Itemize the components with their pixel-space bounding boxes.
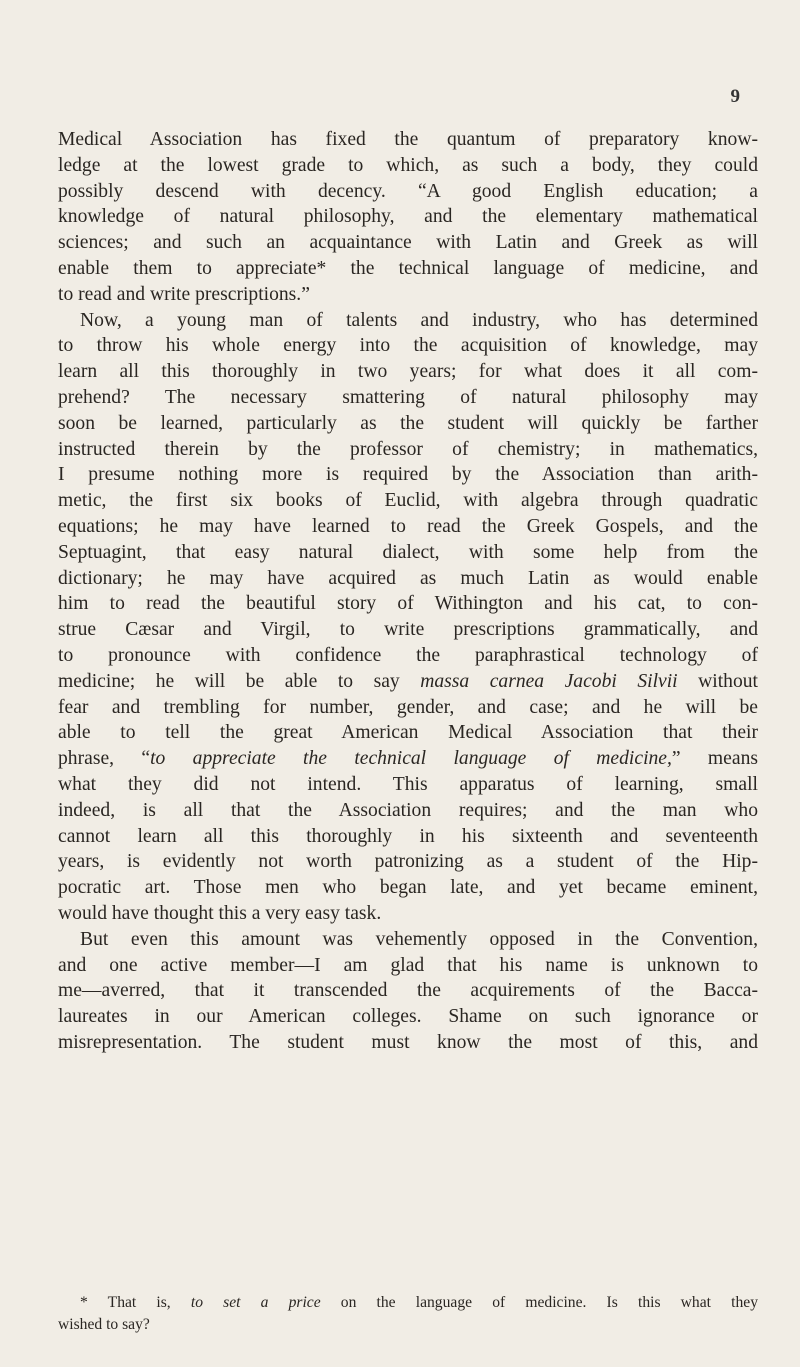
- text-line: sciences; and such an acquaintance with Latin and Greek as will: [58, 232, 758, 254]
- text-line: I presume nothing more is required by the Association than arith-: [58, 464, 758, 486]
- text-line: able to tell the great American Medical Association that their: [58, 722, 758, 744]
- text-line: to read and write prescriptions.”: [58, 283, 310, 305]
- text-line: laureates in our American colleges. Shame on such ignorance or: [58, 1006, 758, 1028]
- text-line: knowledge of natural philosophy, and the elementary mathematical: [58, 206, 758, 228]
- text-run: without: [677, 670, 758, 692]
- text-line: metic, the first six books of Euclid, with algebra through quadratic: [58, 490, 758, 512]
- text-run: phrase, “: [58, 748, 151, 770]
- text-line: [58, 669, 758, 695]
- text-run: medicine; he will be able to say: [58, 670, 421, 692]
- text-line: him to read the beautiful story of Withington and his cat, to con-: [58, 593, 758, 615]
- text-line: Septuagint, that easy natural dialect, with some help from the: [58, 541, 758, 563]
- text-line: dictionary; he may have acquired as much Latin as would enable: [58, 567, 758, 589]
- footnote-line: wished to say?: [58, 1316, 150, 1333]
- quoted-phrase: to appreciate the technical language of medicine,: [150, 748, 672, 770]
- footnote-italic: to set a price: [190, 1294, 321, 1311]
- text-line: soon be learned, particularly as the student will quickly be farther: [58, 412, 758, 434]
- text-line: instructed therein by the professor of chemistry; in mathematics,: [58, 438, 758, 460]
- page-number: 9: [730, 86, 740, 107]
- footnote-line: [58, 1292, 758, 1314]
- text-line: would have thought this a very easy task.: [58, 902, 382, 924]
- text-run: ” means: [671, 748, 758, 770]
- text-line: Medical Association has fixed the quantum of preparatory know-: [58, 129, 758, 150]
- text-line: misrepresentation. The student must know the most of this, and: [58, 1031, 758, 1053]
- latin-phrase: massa carnea Jacobi Silvii: [420, 670, 678, 692]
- text-line: cannot learn all this thoroughly in his sixteenth and seventeenth: [58, 825, 758, 847]
- text-line: prehend? The necessary smattering of natural philosophy may: [58, 386, 758, 408]
- text-line: ledge at the lowest grade to which, as such a body, they could: [58, 154, 758, 176]
- text-line: years, is evidently not worth patronizing as a student of the Hip-: [58, 851, 758, 873]
- text-line: me—averred, that it transcended the acquirements of the Bacca-: [58, 980, 758, 1002]
- text-line: pocratic art. Those men who began late, and yet became eminent,: [58, 877, 758, 899]
- text-line: to pronounce with confidence the paraphrastical technology of: [58, 644, 758, 666]
- text-line: to throw his whole energy into the acquisition of knowledge, may: [58, 335, 758, 357]
- text-line: fear and trembling for number, gender, and case; and he will be: [58, 696, 758, 718]
- text-line: what they did not intend. This apparatus of learning, small: [58, 773, 758, 795]
- text-line: indeed, is all that the Association requires; and the man who: [58, 799, 758, 821]
- text-run: * That is,: [80, 1294, 191, 1311]
- text-run: on the language of medicine. Is this what they: [320, 1294, 758, 1311]
- footnote: [58, 1292, 758, 1336]
- text-line: enable them to appreciate* the technical language of medicine, and: [58, 257, 758, 279]
- text-line: learn all this thoroughly in two years; for what does it all com-: [58, 361, 758, 383]
- text-line: strue Cæsar and Virgil, to write prescriptions grammatically, and: [58, 619, 758, 641]
- body-text: [58, 127, 758, 1056]
- text-line: But even this amount was vehemently opposed in the Convention,: [80, 928, 758, 950]
- text-line: Now, a young man of talents and industry, who has determined: [80, 309, 758, 331]
- text-line: possibly descend with decency. “A good English education; a: [58, 180, 758, 202]
- text-line: and one active member—I am glad that his name is unknown to: [58, 954, 758, 976]
- text-line: [58, 746, 758, 772]
- text-line: equations; he may have learned to read the Greek Gospels, and the: [58, 515, 758, 537]
